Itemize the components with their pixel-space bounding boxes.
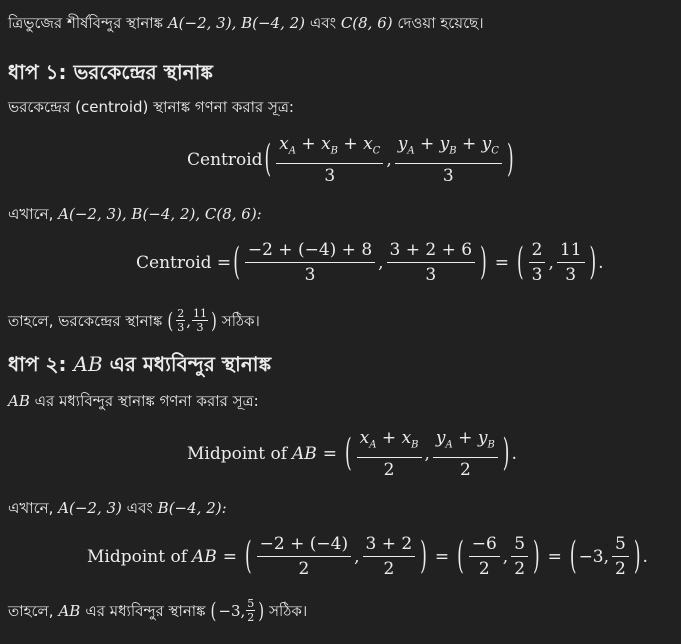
centroid-formula-den-x: 3 bbox=[324, 166, 336, 187]
midpoint-formula-ab: AB bbox=[292, 444, 317, 465]
left-paren: ( bbox=[210, 597, 217, 624]
midpoint-calc-label: Midpoint of bbox=[87, 546, 187, 567]
equals-sign: = bbox=[322, 444, 338, 465]
step1-here-label: এখানে, bbox=[8, 205, 54, 223]
midpoint-formula-num-y: $y_A + y_B$ bbox=[433, 428, 498, 458]
equals-sign: = bbox=[494, 252, 509, 273]
midpoint-calc-den-y: 2 bbox=[383, 559, 395, 579]
right-paren: ) bbox=[633, 534, 641, 579]
midpoint-mid-den-y: 2 bbox=[514, 559, 526, 579]
step1-heading: ধাপ ১: ভরকেন্দ্রের স্থানাঙ্ক bbox=[8, 60, 213, 84]
step1-conclusion-suffix: সঠিক। bbox=[221, 311, 260, 330]
intro-text: ত্রিভুজের শীর্ষবিন্দুর স্থানাঙ্ক bbox=[8, 14, 164, 32]
right-paren: ) bbox=[533, 534, 540, 579]
centroid-calc-num-x: −2 + (−4) + 8 bbox=[245, 240, 375, 263]
left-paren: ( bbox=[233, 240, 240, 285]
midpoint-final-den-y: 2 bbox=[615, 559, 626, 579]
midpoint-mid-num-y: 5 bbox=[511, 534, 528, 557]
conclusion-den-x: 3 bbox=[177, 321, 185, 334]
step2-heading-suffix: এর মধ্যবিন্দুর স্থানাঙ্ক bbox=[109, 352, 272, 376]
centroid-result-num-x: 2 bbox=[529, 240, 546, 263]
step2-here-line bbox=[8, 497, 227, 519]
step2-formula-intro-line bbox=[8, 390, 259, 412]
step2-heading-prefix: ধাপ ২: bbox=[8, 352, 67, 376]
step2-conclusion-suffix: সঠিক। bbox=[269, 601, 308, 620]
right-paren: ) bbox=[480, 240, 487, 285]
step2-heading bbox=[8, 350, 271, 378]
conclusion-den-y: 3 bbox=[196, 321, 204, 334]
centroid-calculation bbox=[136, 240, 604, 285]
conclusion-y-fraction bbox=[192, 308, 208, 333]
centroid-calc-den-y: 3 bbox=[425, 265, 437, 285]
midpoint-final-num-y: 5 bbox=[612, 534, 629, 557]
centroid-formula-y-fraction bbox=[395, 134, 502, 186]
midpoint-final-y-fraction bbox=[612, 534, 629, 579]
right-paren: ) bbox=[502, 432, 510, 477]
centroid-result-den-x: 3 bbox=[531, 265, 543, 285]
period: . bbox=[598, 252, 604, 273]
intro-and: এবং bbox=[309, 14, 337, 32]
left-paren: ( bbox=[167, 307, 174, 334]
centroid-formula-num-y: $y_A + y_B + y_C$ bbox=[395, 134, 502, 164]
centroid-calc-y-fraction bbox=[387, 240, 476, 285]
midpoint-formula-label: Midpoint of bbox=[187, 444, 287, 465]
midpoint-calc-ab: AB bbox=[192, 546, 217, 567]
right-paren: ) bbox=[420, 534, 427, 579]
midpoint-calc-num-x: −2 + (−4) bbox=[257, 534, 351, 557]
step1-here-points: A(−2, 3), B(−4, 2), C(8, 6): bbox=[58, 205, 262, 223]
step1-conclusion bbox=[8, 308, 260, 333]
right-paren: ) bbox=[506, 138, 514, 183]
step2-here-point-b: B(−4, 2): bbox=[157, 499, 227, 517]
midpoint-calculation bbox=[87, 534, 648, 579]
comma: , bbox=[186, 311, 191, 330]
step2-conclusion bbox=[8, 598, 307, 623]
left-paren: ( bbox=[345, 432, 352, 477]
equals-sign: = bbox=[222, 546, 238, 567]
centroid-calc-label: Centroid = bbox=[136, 252, 232, 273]
midpoint-mid-num-x: −6 bbox=[469, 534, 500, 557]
midpoint-calc-num-y: 3 + 2 bbox=[363, 534, 416, 557]
comma: , bbox=[378, 252, 384, 273]
comma: , bbox=[424, 444, 430, 465]
step2-conclusion-x: −3, bbox=[218, 601, 246, 620]
midpoint-final-x: −3, bbox=[578, 546, 610, 567]
step2-conclusion-prefix: তাহলে, bbox=[8, 601, 54, 620]
step2-conclusion-den-y: 2 bbox=[247, 611, 255, 624]
conclusion-num-x: 2 bbox=[177, 307, 185, 320]
centroid-formula-label: Centroid bbox=[187, 150, 263, 171]
centroid-formula bbox=[187, 134, 516, 186]
period: . bbox=[642, 546, 648, 567]
centroid-formula-num-x: $x_A + x_B + x_C$ bbox=[276, 134, 383, 164]
comma: , bbox=[502, 546, 509, 567]
midpoint-formula bbox=[187, 428, 517, 480]
comma: , bbox=[354, 546, 360, 567]
step1-here-line bbox=[8, 203, 262, 225]
left-paren: ( bbox=[264, 138, 272, 183]
step2-conclusion-y-fraction bbox=[246, 598, 255, 623]
step2-heading-ab: AB bbox=[73, 352, 103, 376]
midpoint-calc-den-x: 2 bbox=[298, 559, 310, 579]
midpoint-formula-num-x: $x_A + x_B$ bbox=[357, 428, 422, 458]
centroid-calc-den-x: 3 bbox=[304, 265, 316, 285]
step1-conclusion-prefix: তাহলে, ভরকেন্দ্রের স্থানাঙ্ক bbox=[8, 311, 163, 330]
step2-here-point-a: A(−2, 3) bbox=[58, 499, 122, 517]
step2-conclusion-num-y: 5 bbox=[247, 597, 255, 610]
midpoint-formula-den-y: 2 bbox=[459, 460, 471, 481]
left-paren: ( bbox=[517, 240, 524, 285]
step2-here-and: এবং bbox=[126, 499, 153, 517]
midpoint-mid-den-x: 2 bbox=[478, 559, 490, 579]
step2-formula-intro-ab: AB bbox=[8, 392, 30, 410]
centroid-calc-num-y: 3 + 2 + 6 bbox=[387, 240, 476, 263]
left-paren: ( bbox=[457, 534, 464, 579]
centroid-formula-den-y: 3 bbox=[442, 166, 454, 187]
centroid-calc-x-fraction bbox=[245, 240, 375, 285]
left-paren: ( bbox=[245, 534, 252, 579]
centroid-formula-x-fraction bbox=[276, 134, 383, 186]
step2-conclusion-ab: AB bbox=[58, 601, 81, 620]
conclusion-num-y: 11 bbox=[192, 307, 207, 320]
intro-point-c: C(8, 6) bbox=[340, 14, 393, 32]
right-paren: ) bbox=[258, 597, 265, 624]
comma: , bbox=[386, 150, 392, 171]
conclusion-x-fraction bbox=[176, 308, 185, 333]
intro-suffix: দেওয়া হয়েছে। bbox=[397, 14, 484, 32]
intro-points: A(−2, 3), B(−4, 2) bbox=[167, 14, 306, 32]
left-paren: ( bbox=[569, 534, 577, 579]
step1-formula-intro: ভরকেন্দ্রের (centroid) স্থানাঙ্ক গণনা করার সূত্র: bbox=[8, 98, 294, 116]
right-paren: ) bbox=[210, 307, 217, 334]
equals-sign: = bbox=[434, 546, 450, 567]
comma: , bbox=[548, 252, 554, 273]
right-paren: ) bbox=[589, 240, 597, 285]
midpoint-formula-den-x: 2 bbox=[383, 460, 395, 481]
midpoint-formula-x-fraction bbox=[357, 428, 422, 480]
equals-sign: = bbox=[547, 546, 562, 567]
step2-here-label: এখানে, bbox=[8, 499, 54, 517]
step2-formula-intro: এর মধ্যবিন্দুর স্থানাঙ্ক গণনা করার সূত্র: bbox=[34, 392, 259, 410]
step2-conclusion-mid: এর মধ্যবিন্দুর স্থানাঙ্ক bbox=[85, 601, 206, 620]
centroid-result-x-fraction bbox=[529, 240, 546, 285]
period: . bbox=[511, 444, 517, 465]
centroid-result-den-y: 3 bbox=[565, 265, 577, 285]
midpoint-calc-x-fraction bbox=[257, 534, 351, 579]
centroid-result-num-y: 11 bbox=[557, 240, 585, 263]
centroid-result-y-fraction bbox=[557, 240, 585, 285]
midpoint-mid-y-fraction bbox=[511, 534, 528, 579]
midpoint-mid-x-fraction bbox=[469, 534, 500, 579]
intro-line bbox=[8, 12, 484, 34]
midpoint-calc-y-fraction bbox=[363, 534, 416, 579]
midpoint-formula-y-fraction bbox=[433, 428, 498, 480]
